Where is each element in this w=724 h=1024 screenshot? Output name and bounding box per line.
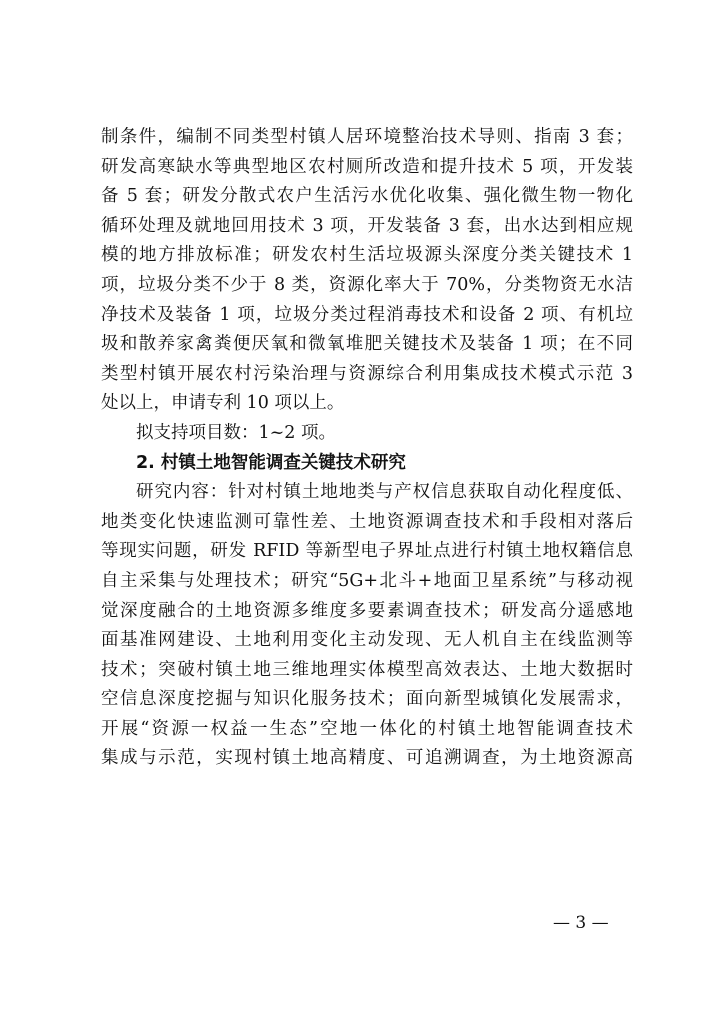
page-number: — 3 — <box>553 913 609 933</box>
text-line: 觉深度融合的土地资源多维度多要素调查技术；研发高分遥感地 <box>101 600 633 621</box>
text-line: 等现实问题，研发 RFID 等新型电子界址点进行村镇土地权籍信息 <box>101 541 633 562</box>
text-line: 备 5 套；研发分散式农户生活污水优化收集、强化微生物一物化 <box>101 186 633 207</box>
text-line: 圾和散养家禽粪便厌氧和微氧堆肥关键技术及装备 1 项；在不同 <box>101 334 633 355</box>
text-line: 研究内容：针对村镇土地地类与产权信息获取自动化程度低、 <box>136 482 633 503</box>
support-count: 拟支持项目数：1~2 项。 <box>136 422 336 443</box>
text-line: 自主采集与处理技术；研究“5G+北斗+地面卫星系统”与移动视 <box>101 570 633 591</box>
text-line: 净技术及装备 1 项，垃圾分类过程消毒技术和设备 2 项、有机垃 <box>101 304 633 325</box>
body-text <box>101 123 633 774</box>
text-line: 类型村镇开展农村污染治理与资源综合利用集成技术模式示范 3 <box>101 363 633 384</box>
text-line: 空信息深度挖掘与知识化服务技术；面向新型城镇化发展需求， <box>101 689 633 710</box>
text-line: 技术；突破村镇土地三维地理实体模型高效表达、土地大数据时 <box>101 659 633 680</box>
text-line: 面基准网建设、土地利用变化主动发现、无人机自主在线监测等 <box>101 630 633 651</box>
text-line: 模的地方排放标准；研发农村生活垃圾源头深度分类关键技术 1 <box>101 245 633 266</box>
text-line: 地类变化快速监测可靠性差、土地资源调查技术和手段相对落后 <box>101 511 633 532</box>
text-line: 集成与示范，实现村镇土地高精度、可追溯调查，为土地资源高 <box>101 748 633 769</box>
text-line: 研发高寒缺水等典型地区农村厕所改造和提升技术 5 项，开发装 <box>101 156 633 177</box>
text-line: 开展“资源一权益一生态”空地一体化的村镇土地智能调查技术 <box>101 718 633 739</box>
text-line: 制条件，编制不同类型村镇人居环境整治技术导则、指南 3 套； <box>101 127 633 147</box>
text-line: 处以上，申请专利 10 项以上。 <box>101 393 345 414</box>
text-line: 循环处理及就地回用技术 3 项，开发装备 3 套，出水达到相应规 <box>101 215 633 236</box>
text-line: 项，垃圾分类不少于 8 类，资源化率大于 70%，分类物资无水洁 <box>101 274 633 295</box>
section-heading: 2. 村镇土地智能调查关键技术研究 <box>136 452 406 473</box>
